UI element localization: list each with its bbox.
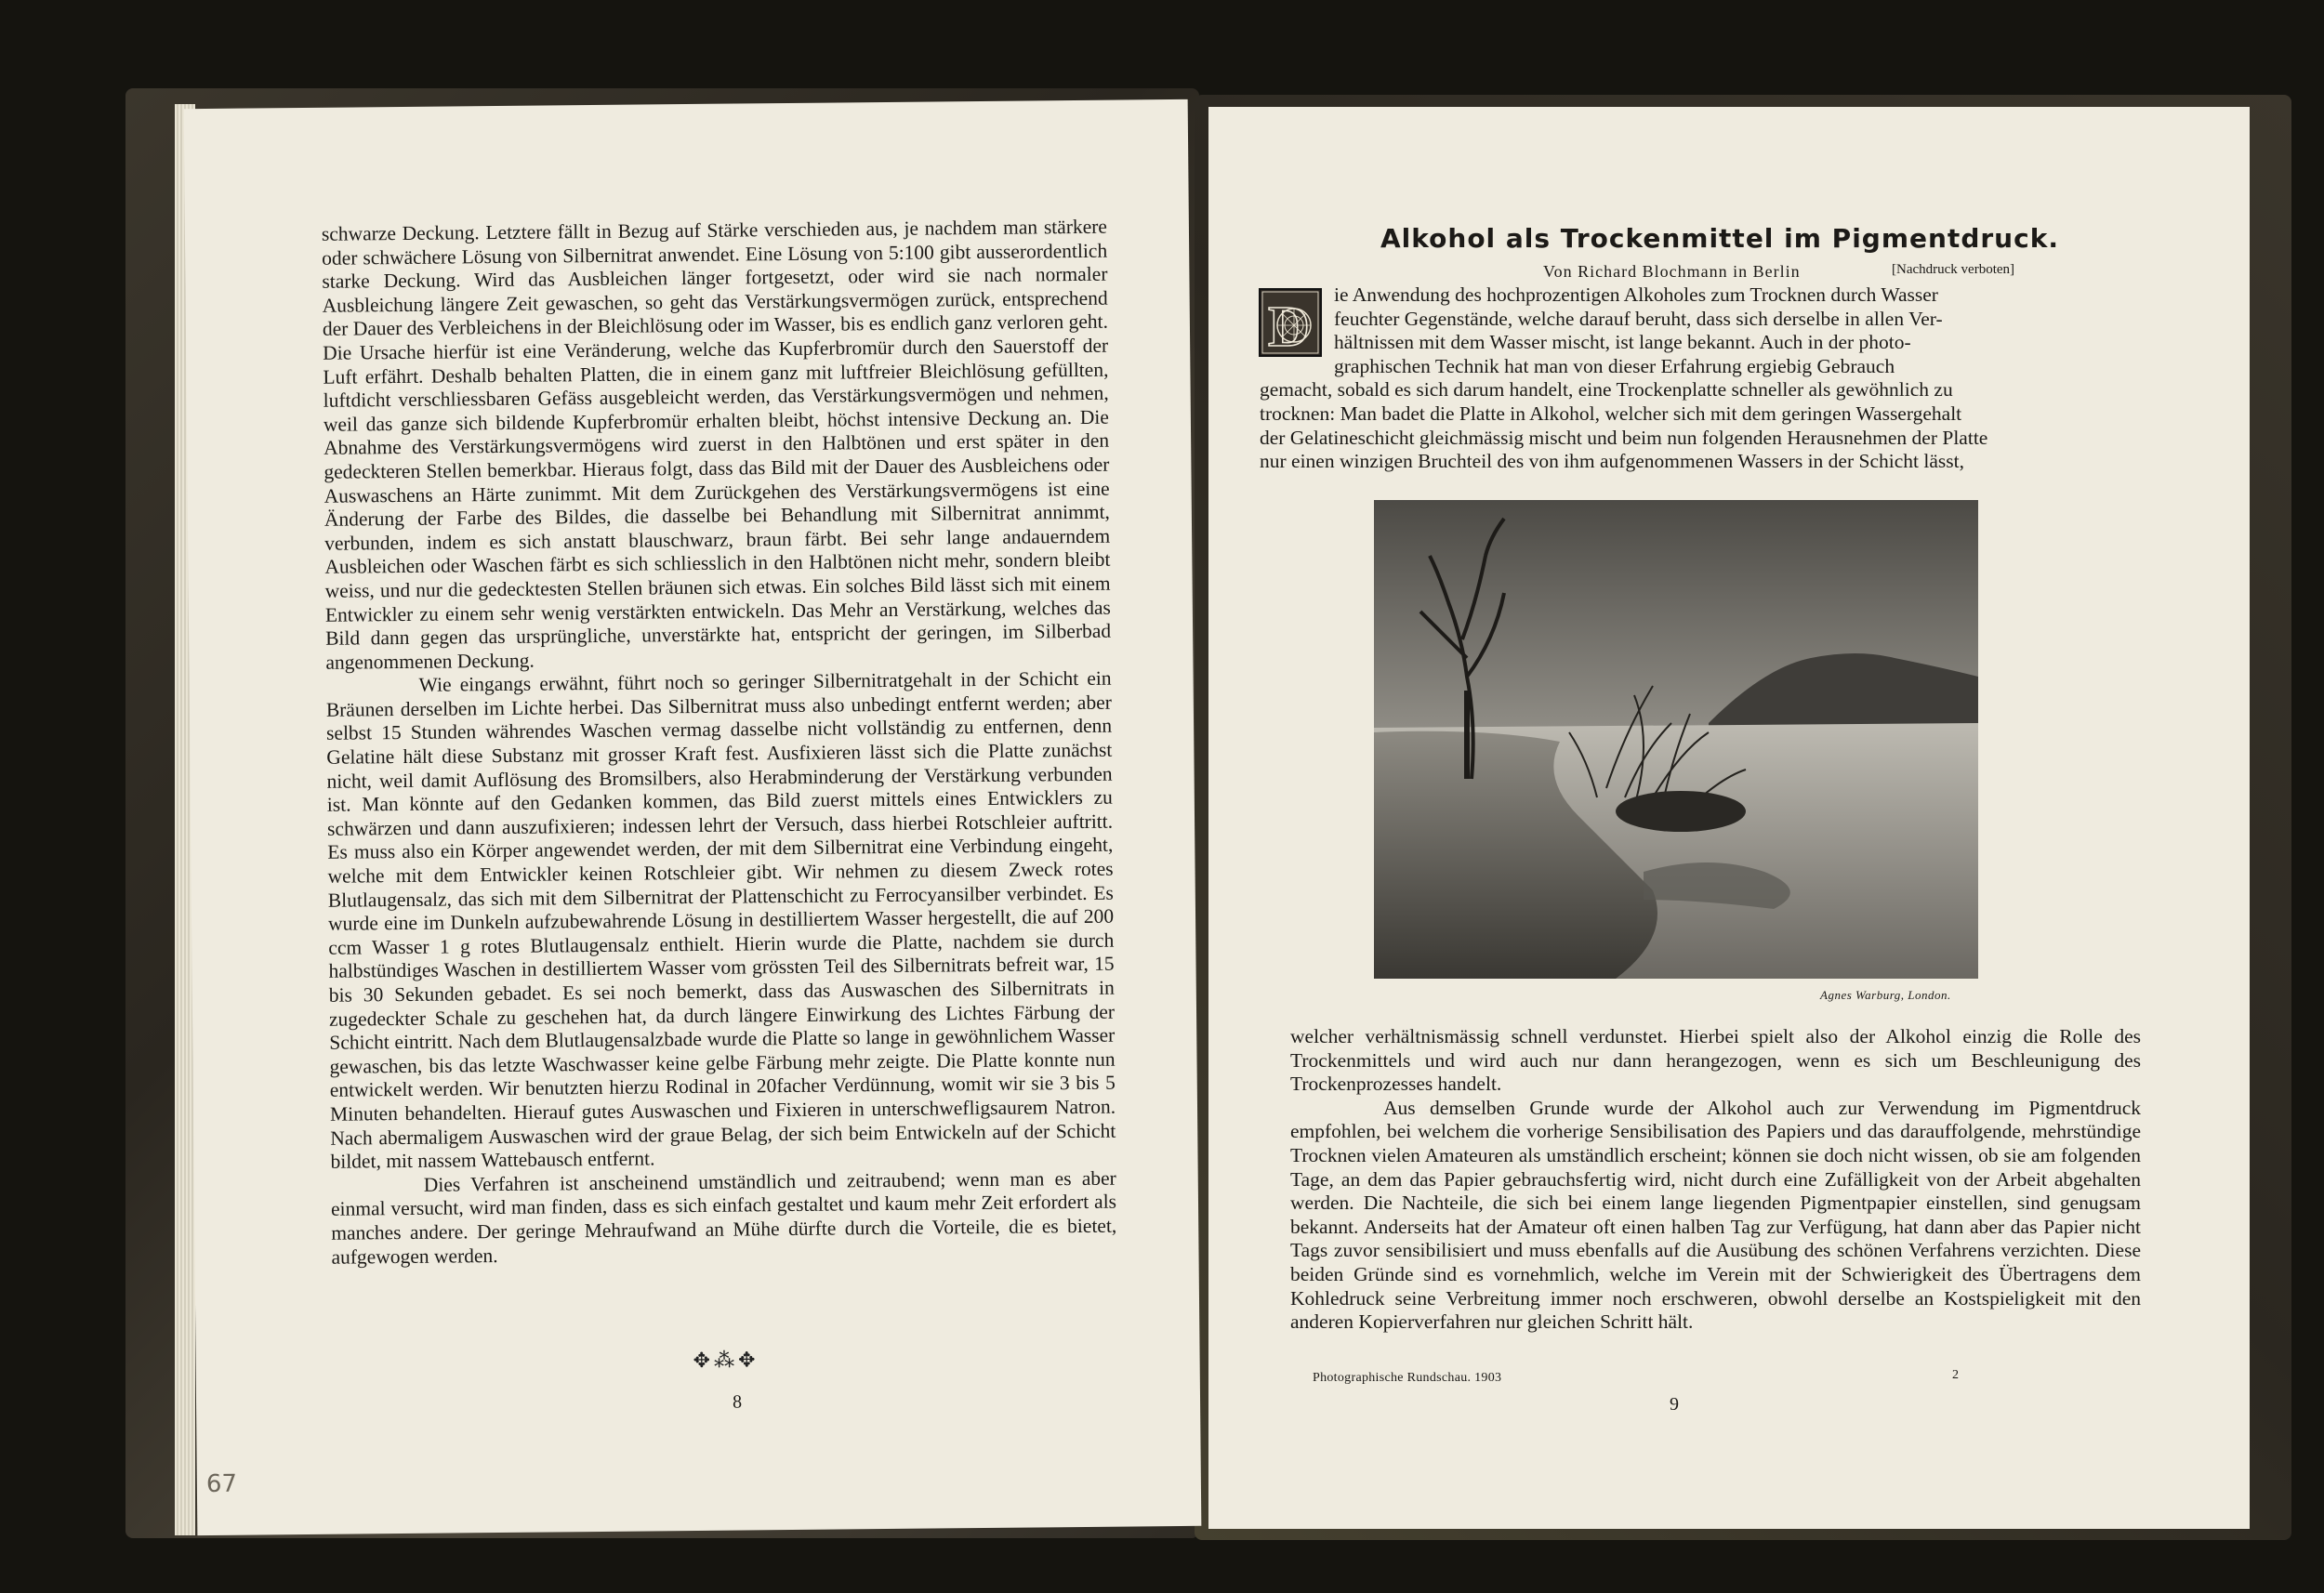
left-paragraph-2: Wie eingangs erwähnt, führt noch so geringer Silbernitratgehalt in der Schicht ein Bräunen derselben im Lichte herbei. Das Silbernitrat muss also unbedingt entfernt werden; aber selbst 15 Stunden währendes Waschen vermag dasselbe nicht vollständig zu entfernen, denn Gelatine hält diese Substanz mit grosser Kraft fest. Ausfixieren lässt sich die Platte zunächst nicht, weil damit Auflösung des Bromsilbers, also Herabminderung der Verstärkung verbunden ist. Man könnte auf den Gedanken kommen, das Bild zuerst mittels eines Entwicklers zu schwärzen und dann auszufixieren; indessen lehrt der Versuch, dass hierbei Rotschleier auftritt. Es muss also ein Körper angewendet werden, der mit dem Silbernitrat eine Verbindung eingeht, welche mit dem Entwickler keinen Rotschleier gibt. Wir nehmen zu diesem Zweck rotes Blutlaugensalz, das sich mit dem Silbernitrat der Plattenschicht zu Ferrocyansilber verbindet. Es wurde eine im Dunkeln aufzubewahrende Lösung in destilliertem Wasser hergestellt, die auf 200 ccm Wasser 1 g rotes Blutlaugensalz enthielt. Hierin wurde die Platte, nachdem sie durch halbstündiges Waschen in destilliertem Wasser vom grössten Teil des Silbernitrats befreit war, 15 bis 30 Sekunden gebadet. Es sei noch bemerkt, dass das Auswaschen des Silbernitrats in zugedeckter Schale zu geschehen hat, da durch längere Einwirkung des Lichtes Färbung der Schicht eintritt. Nach dem Blutlaugensalzbade wurde die Platte so lange in gewöhnlichem Wasser gewaschen, bis das letzte Waschwasser keine gelbe Färbung mehr zeigte. Die Platte konnte nun entwickelt werden. Wir benutzten hierzu Rodinal in 20facher Verdünnung, womit wir sie 3 bis 5 Minuten behandelten. Hierauf gutes Auswaschen und Fixieren in unterschwefligsaurem Natron. Nach abermaligem Auswaschen wird der graue Belag, der sich beim Entwickeln auf der Schicht bildet, mit nassem Wattebausch entfernt. (325, 666, 1116, 1173)
photo-image (1374, 500, 1978, 979)
article-byline: Von Richard Blochmann in Berlin (1543, 262, 1801, 281)
left-paragraph-1: schwarze Deckung. Letztere fällt in Bezug auf Stärke verschieden aus, je nachdem man stärkere oder schwächere Lösung von Silbernitrat anwendet. Eine Lösung von 5:100 gibt ausserordentlich starke Deckung. Wird das Ausbleichen länger fortgesetzt, oder wird sie nach normaler Ausbleichung längere Zeit gewaschen, so geht das Verstärkungsvermögen zurück, entsprechend der Dauer des Verbleichens in der Bleichlösung oder im Wasser, bis es endlich ganz verloren geht. Die Ursache hierfür ist eine Veränderung, welche das Kupferbromür durch den Sauerstoff der Luft erfährt. Deshalb behalten Platten, die in einem ganz mit luftfreier Bleichlösung gefüllten, luftdicht verschliessbaren Gefäss ausgebleicht werden, das Verstärkungsvermögen und nehmen, weil das ganze sich bildende Kupferbromür erhalten bleibt, höchst intensive Deckung an. Die Abnahme des Verstärkungsvermögens wird zuerst in den Halbtönen und erst später in den gedeckteren Stellen bemerkbar. Hieraus folgt, dass das Bild mit der Dauer des Ausbleichens oder Auswaschens an Härte zunimmt. Mit dem Zurückgehen des Verstärkungsvermögens ist eine Änderung der Farbe des Bildes, die dasselbe bei Behandlung mit Silbernitrat annimmt, verbunden, indem es sich anstatt blauschwarz, braun färbt. Bei sehr lange andauerndem Ausbleichen oder Waschen färbt es sich schliesslich in den Halbtönen nicht mehr, sondern bleibt weiss, und nur die gedecktesten Stellen bräunen sich etwas. Ein solches Bild lässt sich mit einem Entwickler zu einem sehr wenig verstärkten entwickeln. Das Mehr an Verstärkung, welches das Bild dann gegen das ursprüngliche, unverstärkte hat, entspricht der geringen, im Silberbad angenommenen Deckung. (321, 215, 1112, 674)
pencil-note: 67 (205, 1469, 238, 1499)
intro-line-1: ie Anwendung des hochprozentigen Alkoholes zum Trocknen durch Wasser (1334, 283, 1938, 306)
signature-mark: 2 (1952, 1368, 1959, 1382)
rights-note: [Nachdruck verboten] (1892, 262, 2015, 277)
intro-line-7: der Gelatineschicht gleichmässig mischt und beim nun folgenden Herausnehmen der Platte (1260, 426, 1988, 449)
page-number-right: 9 (1670, 1394, 1679, 1415)
photo-caption: Agnes Warburg, London. (1820, 988, 1951, 1002)
intro-line-4: graphischen Technik hat man von dieser Erfahrung ergiebig Gebrauch (1334, 354, 1895, 377)
left-paragraph-3: Dies Verfahren ist anscheinend umständlich und zeitraubend; wenn man es aber einmal versucht, wird man finden, dass es sich einfach gestaltet und kaum mehr Zeit erfordert als manches andere. Der geringe Mehraufwand an Mühe dürfte durch die Vorteile, die es bietet, aufgewogen werden. (330, 1166, 1117, 1269)
left-page-body (322, 216, 1117, 1270)
intro-line-8: nur einen winzigen Bruchteil des von ihm aufgenommenen Wassers in der Schicht lässt, (1260, 450, 1964, 473)
right-paragraph-2: Aus demselben Grunde wurde der Alkohol auch zur Verwendung im Pigmentdruck empfohlen, bei welchem die vorherige Sensibilisation des Papiers und das darauffolgende, mehrstündige Trocknen vielen Amateuren als umständlich erscheint; können sie doch nicht wissen, ob sie am folgenden Tage, an dem das Papier gebrauchsfertig wird, nicht durch eine Zufälligkeit von der Arbeit abgehalten werden. Die Nachteile, die sich bei einem lange liegenden Pigmentpapier einstellen, sind genugsam bekannt. Anderseits hat der Amateur oft einen halben Tag zur Verfügung, hat dann aber das Papier nicht Tags zuvor sensibilisiert und muss ebenfalls auf die Ausübung des schönen Verfahrens verzichten. Diese beiden Gründe sind es vornehmlich, welche im Verein mit der Schwierigkeit des Übertragens dem Kohledruck seine Verbreitung immer noch erschweren, obwohl derselbe an Kostspieligkeit mit den anderen Kopierverfahren nur gleichen Schritt hält. (1290, 1096, 2141, 1334)
intro-line-5: gemacht, sobald es sich darum handelt, eine Trockenplatte schneller als gewöhnlich zu (1260, 378, 1953, 402)
intro-line-2: feuchter Gegenstände, welche darauf beruht, dass sich derselbe in allen Ver- (1334, 307, 1943, 330)
intro-text (1260, 283, 2147, 474)
left-page (184, 99, 1202, 1535)
journal-footer: Photographische Rundschau. 1903 (1313, 1371, 1502, 1385)
landscape-photograph (1374, 500, 1978, 979)
intro-line-3: hältnissen mit dem Wasser mischt, ist lange bekannt. Auch in der photo- (1334, 331, 1911, 354)
page-number-left: 8 (732, 1391, 743, 1413)
right-paragraph-1: welcher verhältnismässig schnell verdunstet. Hierbei spielt also der Alkohol einzig die Rolle des Trockenmittels und wird auch nur dann herangezogen, wenn es sich um Beschleunigung des Trockenprozesses handelt. (1290, 1025, 2141, 1096)
article-title: Alkohol als Trockenmittel im Pigmentdruck. (1380, 223, 2059, 254)
drop-cap-letter: D (1268, 296, 1310, 355)
right-page (1208, 107, 2250, 1529)
intro-line-6: trocknen: Man badet die Platte in Alkohol, welcher sich mit dem geringen Wassergehalt (1260, 402, 1962, 425)
right-page-body (1290, 1025, 2141, 1335)
ornament-divider: ✥⁂✥ (693, 1348, 759, 1373)
